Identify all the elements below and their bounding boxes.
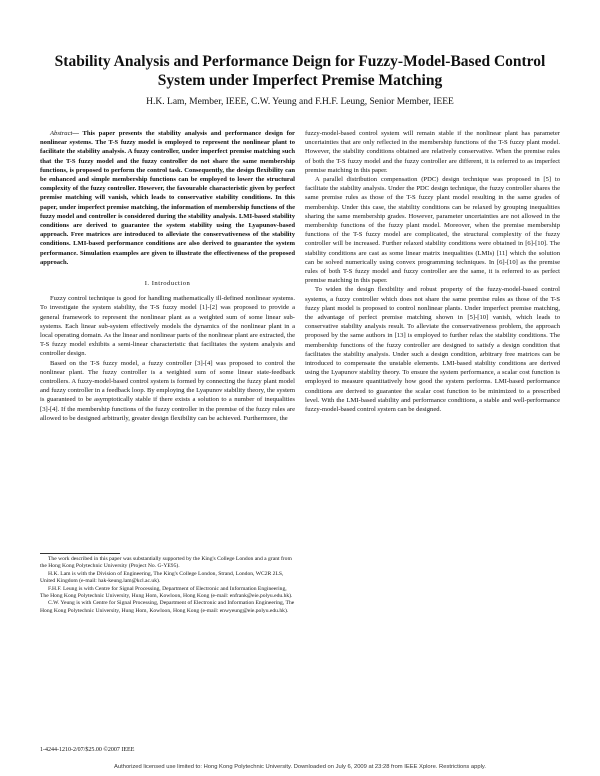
intro-paragraph: Based on the T-S fuzzy model, a fuzzy controller [3]-[4] was proposed to control the nonlinear plant. The fuzzy controller is a weighted sum of some linear state-feedback controllers. A fuzzy-model-based control system is formed by connecting the fuzzy plant model and fuzzy controller in a feedback loop. By employing the Lyapunov stability theory, the system is guaranteed to be asymptotically stable if there exists a solution to a number of inequalities [3]-[4]. If the membership functions of the fuzzy controller in the premise of the fuzzy rules are allowed to be designed arbitrarily, greater design flexibility can be achieved. Furthermore, the	[40, 359, 295, 422]
left-column	[40, 129, 295, 423]
author-line: H.K. Lam, Member, IEEE, C.W. Yeung and F.H.F. Leung, Senior Member, IEEE	[146, 97, 454, 107]
isbn-line: 1-4244-1210-2/07/$25.00 ©2007 IEEE	[40, 747, 135, 753]
paper-title: Stability Analysis and Performance Deign for Fuzzy-Model-Based Control System under Imperfect Premise Matching	[54, 53, 546, 89]
intro-paragraph: To widen the design flexibility and robust property of the fuzzy-model-based control systems, a fuzzy controller which does not share the same premise rules as those of the T-S fuzzy plant model is proposed to control nonlinear plants. Under imperfect premise matching, the advantage of perfect premise matching shown in [5]-[10] vanish, which leads to conservative stability analysis result. To alleviate the conservativeness problem, the approach proposed by the same authors in [13] is employed to further relax the stability conditions. The membership functions of the fuzzy controller are designed to satisfy a design condition that facilitates the stability analysis. Under such a design condition, arbitrary free matrices can be introduced to compensate the unstable elements. LMI-based stability conditions are derived using the Lyapunov stability theory. To ensure the system performance, a scalar cost function is employed to measure quantitatively how good the system performs. LMI-based performance conditions are derived to guarantee the scalar cost function to be minimized to a prescribed level. With the LMI-based stability and performance conditions, a stable and well-performance fuzzy-model-based control system can be designed.	[305, 286, 560, 414]
abstract-label: Abstract	[50, 130, 73, 137]
footnote: H.K. Lam is with the Division of Engineering, The King's College London, Strand, London, WC2R 2LS, United Kingdom (e-mail: hak-keung.lam@kcl.ac.uk).	[40, 570, 284, 585]
footnote: C.W. Yeung is with Centre for Signal Processing, Department of Electronic and Information Engineering, The Hong Kong Polytechnic University, Hung Hom, Kowloon, Hong Kong (e-mail: enwyeung@eie.polyu.edu.hk).	[40, 600, 295, 614]
intro-paragraph: Fuzzy control technique is good for handling mathematically ill-defined nonlinear systems. To investigate the system stability, the T-S fuzzy model [1]-[2] was proposed to provide a general framework to represent the nonlinear plant as a weighted sum of some linear sub-systems. Each linear sub-system effectively models the dynamics of the nonlinear plant in a local operating domain. As the linear and nonlinear parts of the nonlinear plant are extracted, the T-S fuzzy model exhibits a semi-linear characteristic that facilitates the system analysis and controller design.	[40, 295, 295, 358]
authorized-use-notice: Authorized licensed use limited to: Hong Kong Polytechnic University. Downloaded on July 6, 2009 at 23:28 from IEEE Xplore. Restrictions apply.	[114, 764, 486, 770]
right-column	[305, 129, 560, 414]
intro-paragraph: A parallel distribution compensation (PDC) design technique was proposed in [5] to facilitate the stability analysis. Under the PDC design technique, the fuzzy controller shares the same premise rules as those of the T-S fuzzy plant model resulting in the same grades of membership. Under this case, the stability conditions can be relaxed by grouping inequalities sharing the same membership grades. However, parameter uncertainties are not allowed in the membership functions of the fuzzy plant model. Moreover, when the premise membership functions of the T-S fuzzy model are complicated, the structural complexity of the fuzzy controller will be increased. Further relaxed stability conditions were obtained in [6]-[10]. The stability conditions are cast as some linear matrix inequalities (LMIs) [11] which the solution can be solved numerically using convex programming techniques. In [6]-[10] as the premise rules of both T-S fuzzy model and fuzzy controller are the same, it is referred to as perfect premise matching in this paper.	[305, 176, 560, 285]
abstract	[40, 129, 295, 267]
footnote: The work described in this paper was substantially supported by the King's College London and a grant from the Hong Kong Polytechnic University (Project No. G-YE95).	[40, 556, 292, 570]
abstract-text: — This paper presents the stability analysis and performance design for nonlinear systems. The T-S fuzzy model is employed to represent the nonlinear plant to facilitate the stability analysis. A fuzzy controller, under imperfect premise matching such that the T-S fuzzy model and the fuzzy controller do not share the same membership functions, is proposed to perform the control task. Consequently, the design flexibility can be enhanced and simple membership functions can be employed to lower the structural complexity of the fuzzy controller. However, the favourable characteristic given by perfect premise matching will vanish, which leads to conservative stability conditions. In this paper, under imperfect premise matching, the information of membership functions of the fuzzy model and controller is considered during the stability analysis. LMI-based stability conditions are derived to guarantee the system stability using the Lyapunov-based approach. Free matrices are introduced to alleviate the conservativeness of the stability conditions. LMI-based performance conditions are also derived to guarantee the system performance. Simulation examples are given to illustrate the effectiveness of the proposed approach.	[40, 130, 295, 266]
footnotes	[40, 556, 295, 615]
footnote: F.H.F. Leung is with Centre for Signal Processing, Department of Electronic and Information Engineering, The Hong Kong Polytechnic University, Hung Hom, Kowloon, Hong Kong (e-mail: enfrank@eie.polyu.edu.hk).	[40, 585, 293, 600]
section-heading-introduction: I. Introduction	[144, 280, 191, 288]
footnote-rule	[40, 553, 120, 554]
intro-paragraph: fuzzy-model-based control system will remain stable if the nonlinear plant has parameter uncertainties that are only reflected in the membership functions of the T-S fuzzy plant model. However, the stability conditions obtained are relatively conservative. When the premise rules of both the T-S fuzzy model and the fuzzy controller are different, it is referred to as imperfect premise matching in this paper.	[305, 130, 560, 174]
